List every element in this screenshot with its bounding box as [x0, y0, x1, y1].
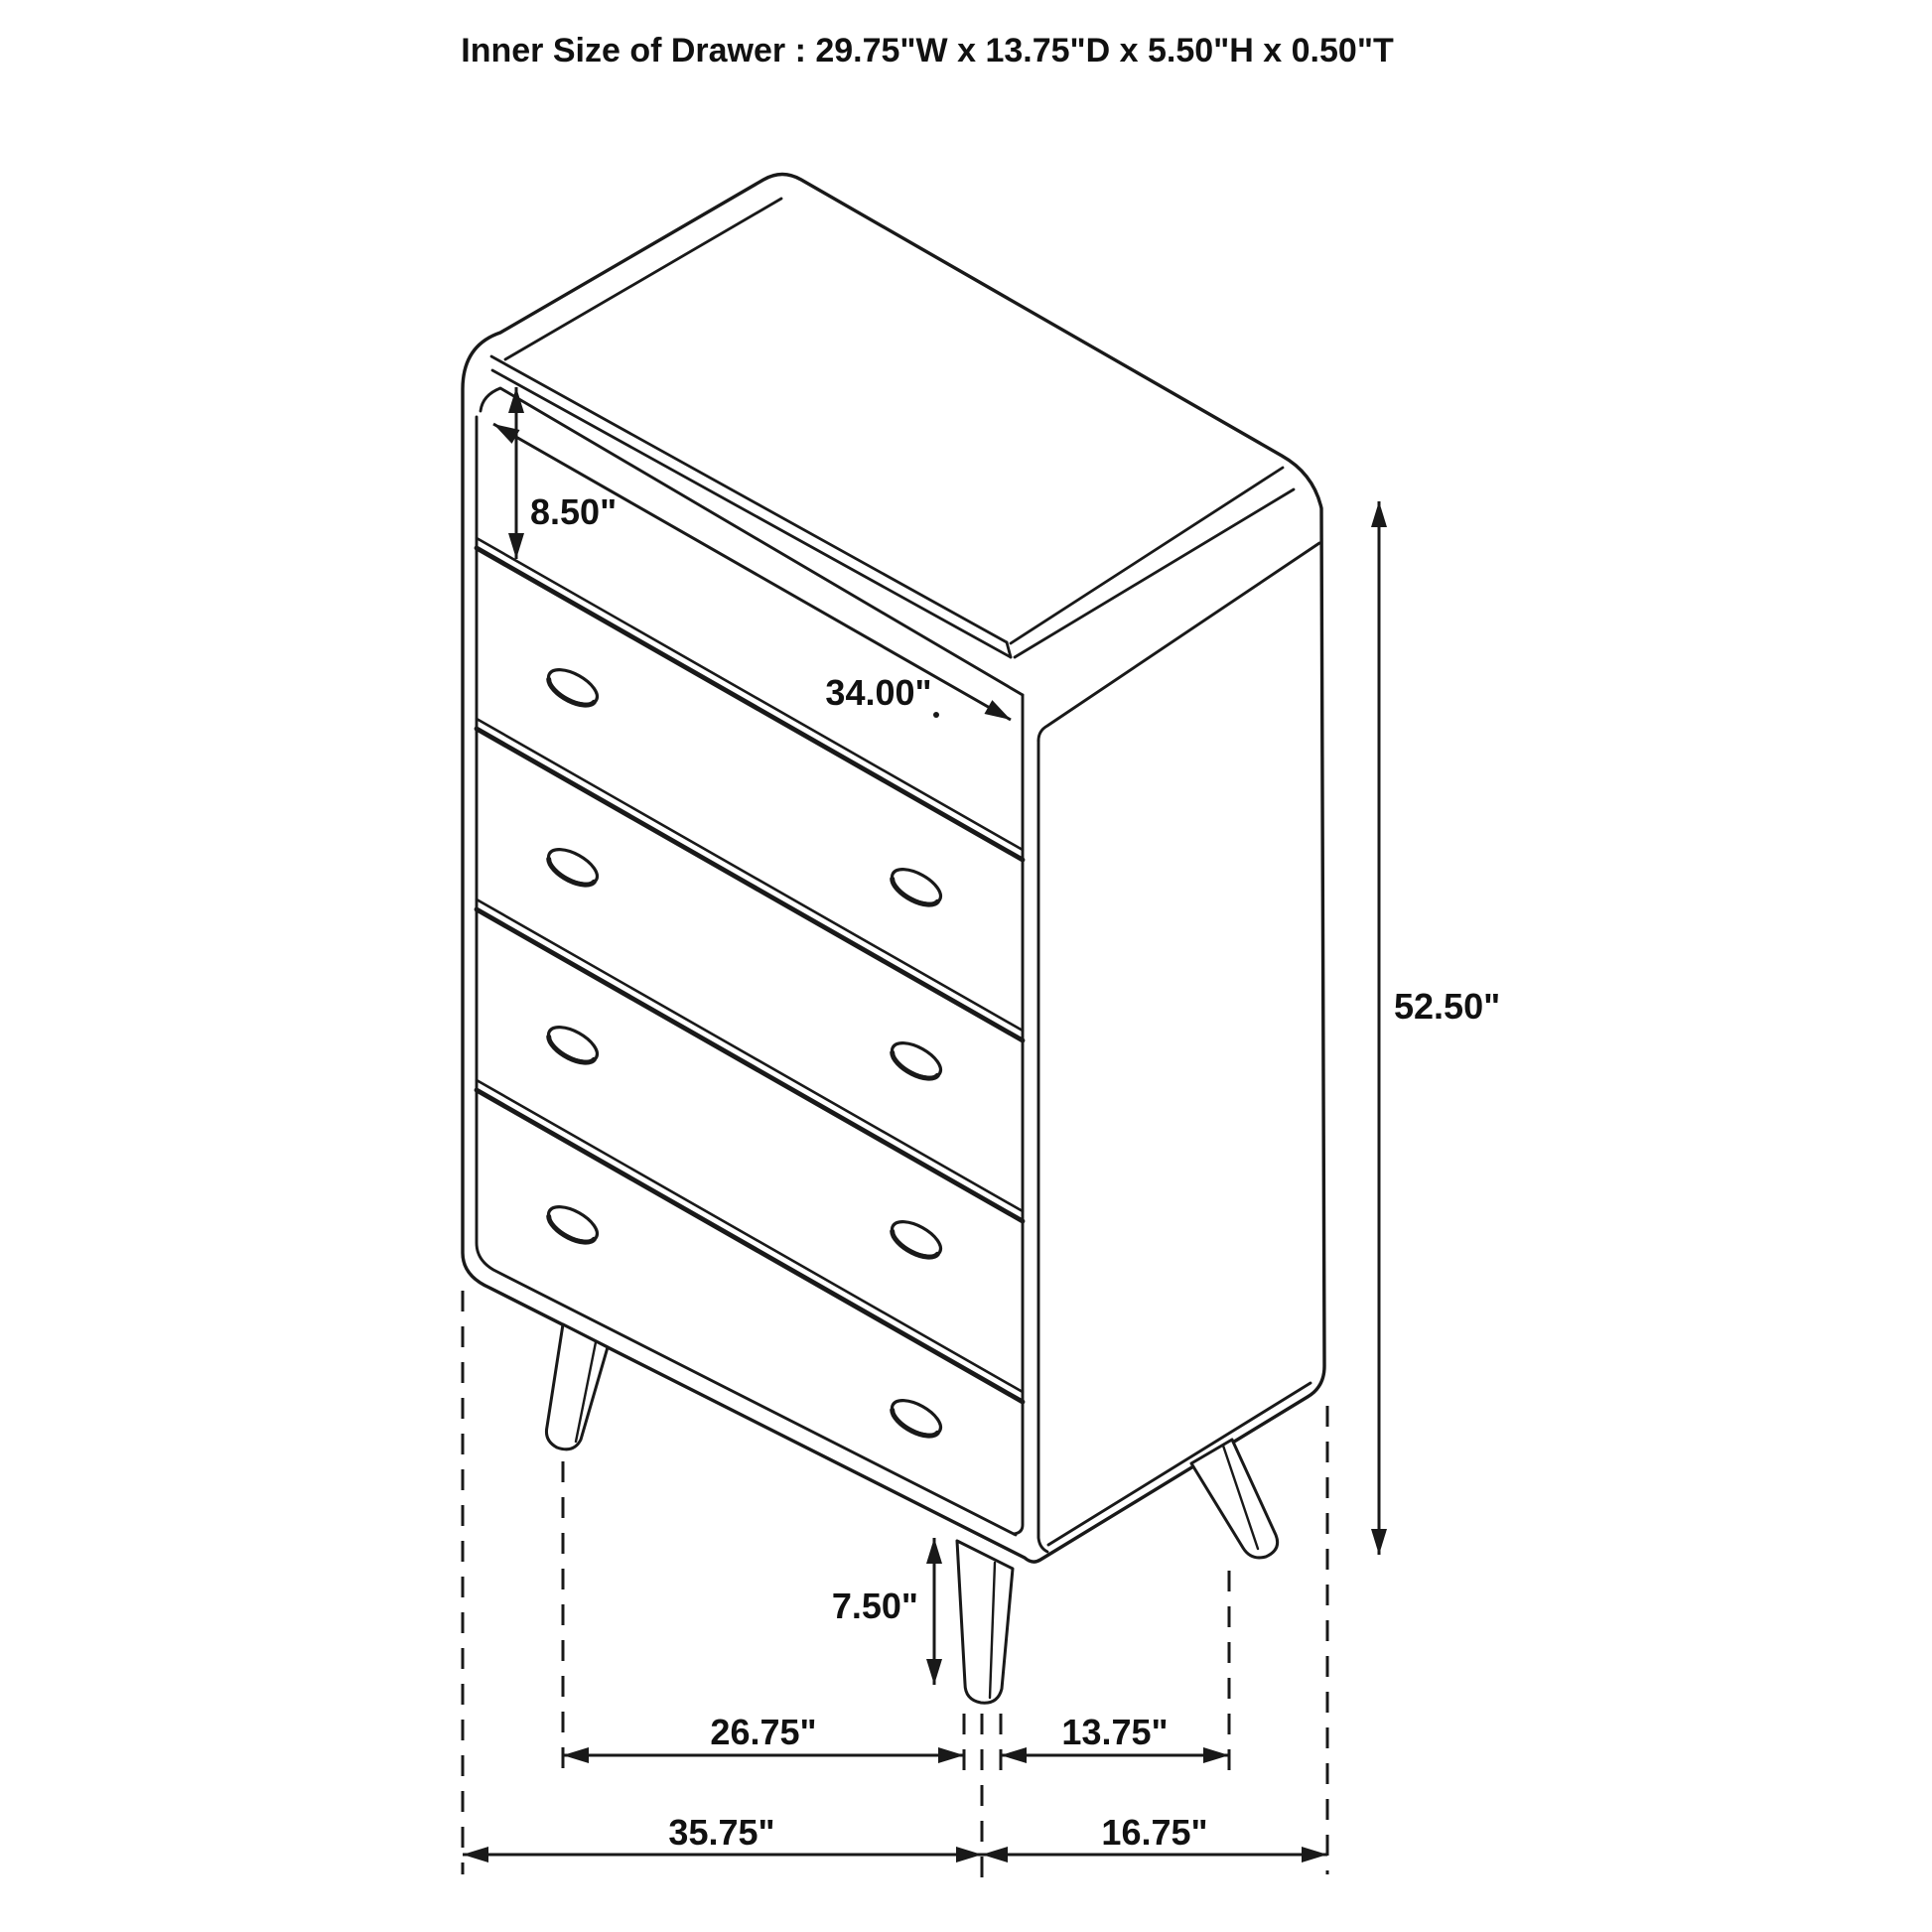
handle-drawer2-right — [887, 863, 946, 912]
handle-drawer5-right — [887, 1394, 946, 1444]
front-right-corner-edge-a — [1014, 695, 1023, 1534]
handle-drawer5-left — [543, 1200, 603, 1250]
separator-2-bottom — [477, 729, 1023, 1040]
chest-legs — [546, 1324, 1277, 1703]
label-overall-depth-floor: 16.75" — [1101, 1812, 1208, 1853]
front-face-top-edge — [481, 388, 1023, 695]
top-back-left-inner-edge — [505, 199, 781, 359]
label-overall-height: 52.50" — [1394, 986, 1501, 1027]
dimension-labels — [530, 491, 1500, 1853]
label-front-legs-span: 26.75" — [710, 1712, 817, 1752]
separator-3-top — [477, 899, 1023, 1211]
label-leg-height: 7.50" — [831, 1586, 918, 1626]
label-overall-width-floor: 35.75" — [668, 1812, 775, 1853]
handle-drawer2-left — [543, 663, 603, 713]
stray-dot — [933, 712, 939, 718]
front-right-leg — [957, 1541, 1013, 1703]
label-side-legs-span: 13.75" — [1061, 1712, 1169, 1752]
handle-drawer3-left — [543, 843, 603, 893]
label-front-width: 34.00" — [825, 672, 932, 713]
handle-drawer4-right — [887, 1215, 946, 1265]
side-face-bottom-inner-edge — [1048, 1383, 1311, 1545]
top-right-outer-edge — [1011, 468, 1283, 643]
page-title: Inner Size of Drawer : 29.75"W x 13.75"D x 5.50"H x 0.50"T — [461, 32, 1394, 69]
drawer-separators — [477, 538, 1023, 1402]
handle-drawer4-left — [543, 1021, 603, 1070]
chest-drawing — [463, 175, 1324, 1704]
back-right-leg — [1191, 1440, 1278, 1558]
front-right-corner-edge-b — [1038, 741, 1047, 1552]
top-right-inner-edge — [1015, 489, 1294, 657]
handle-drawer3-right — [887, 1036, 946, 1086]
side-face-top-edge — [1038, 543, 1319, 741]
separator-1-bottom — [477, 548, 1023, 860]
label-top-drawer-height: 8.50" — [530, 491, 618, 532]
